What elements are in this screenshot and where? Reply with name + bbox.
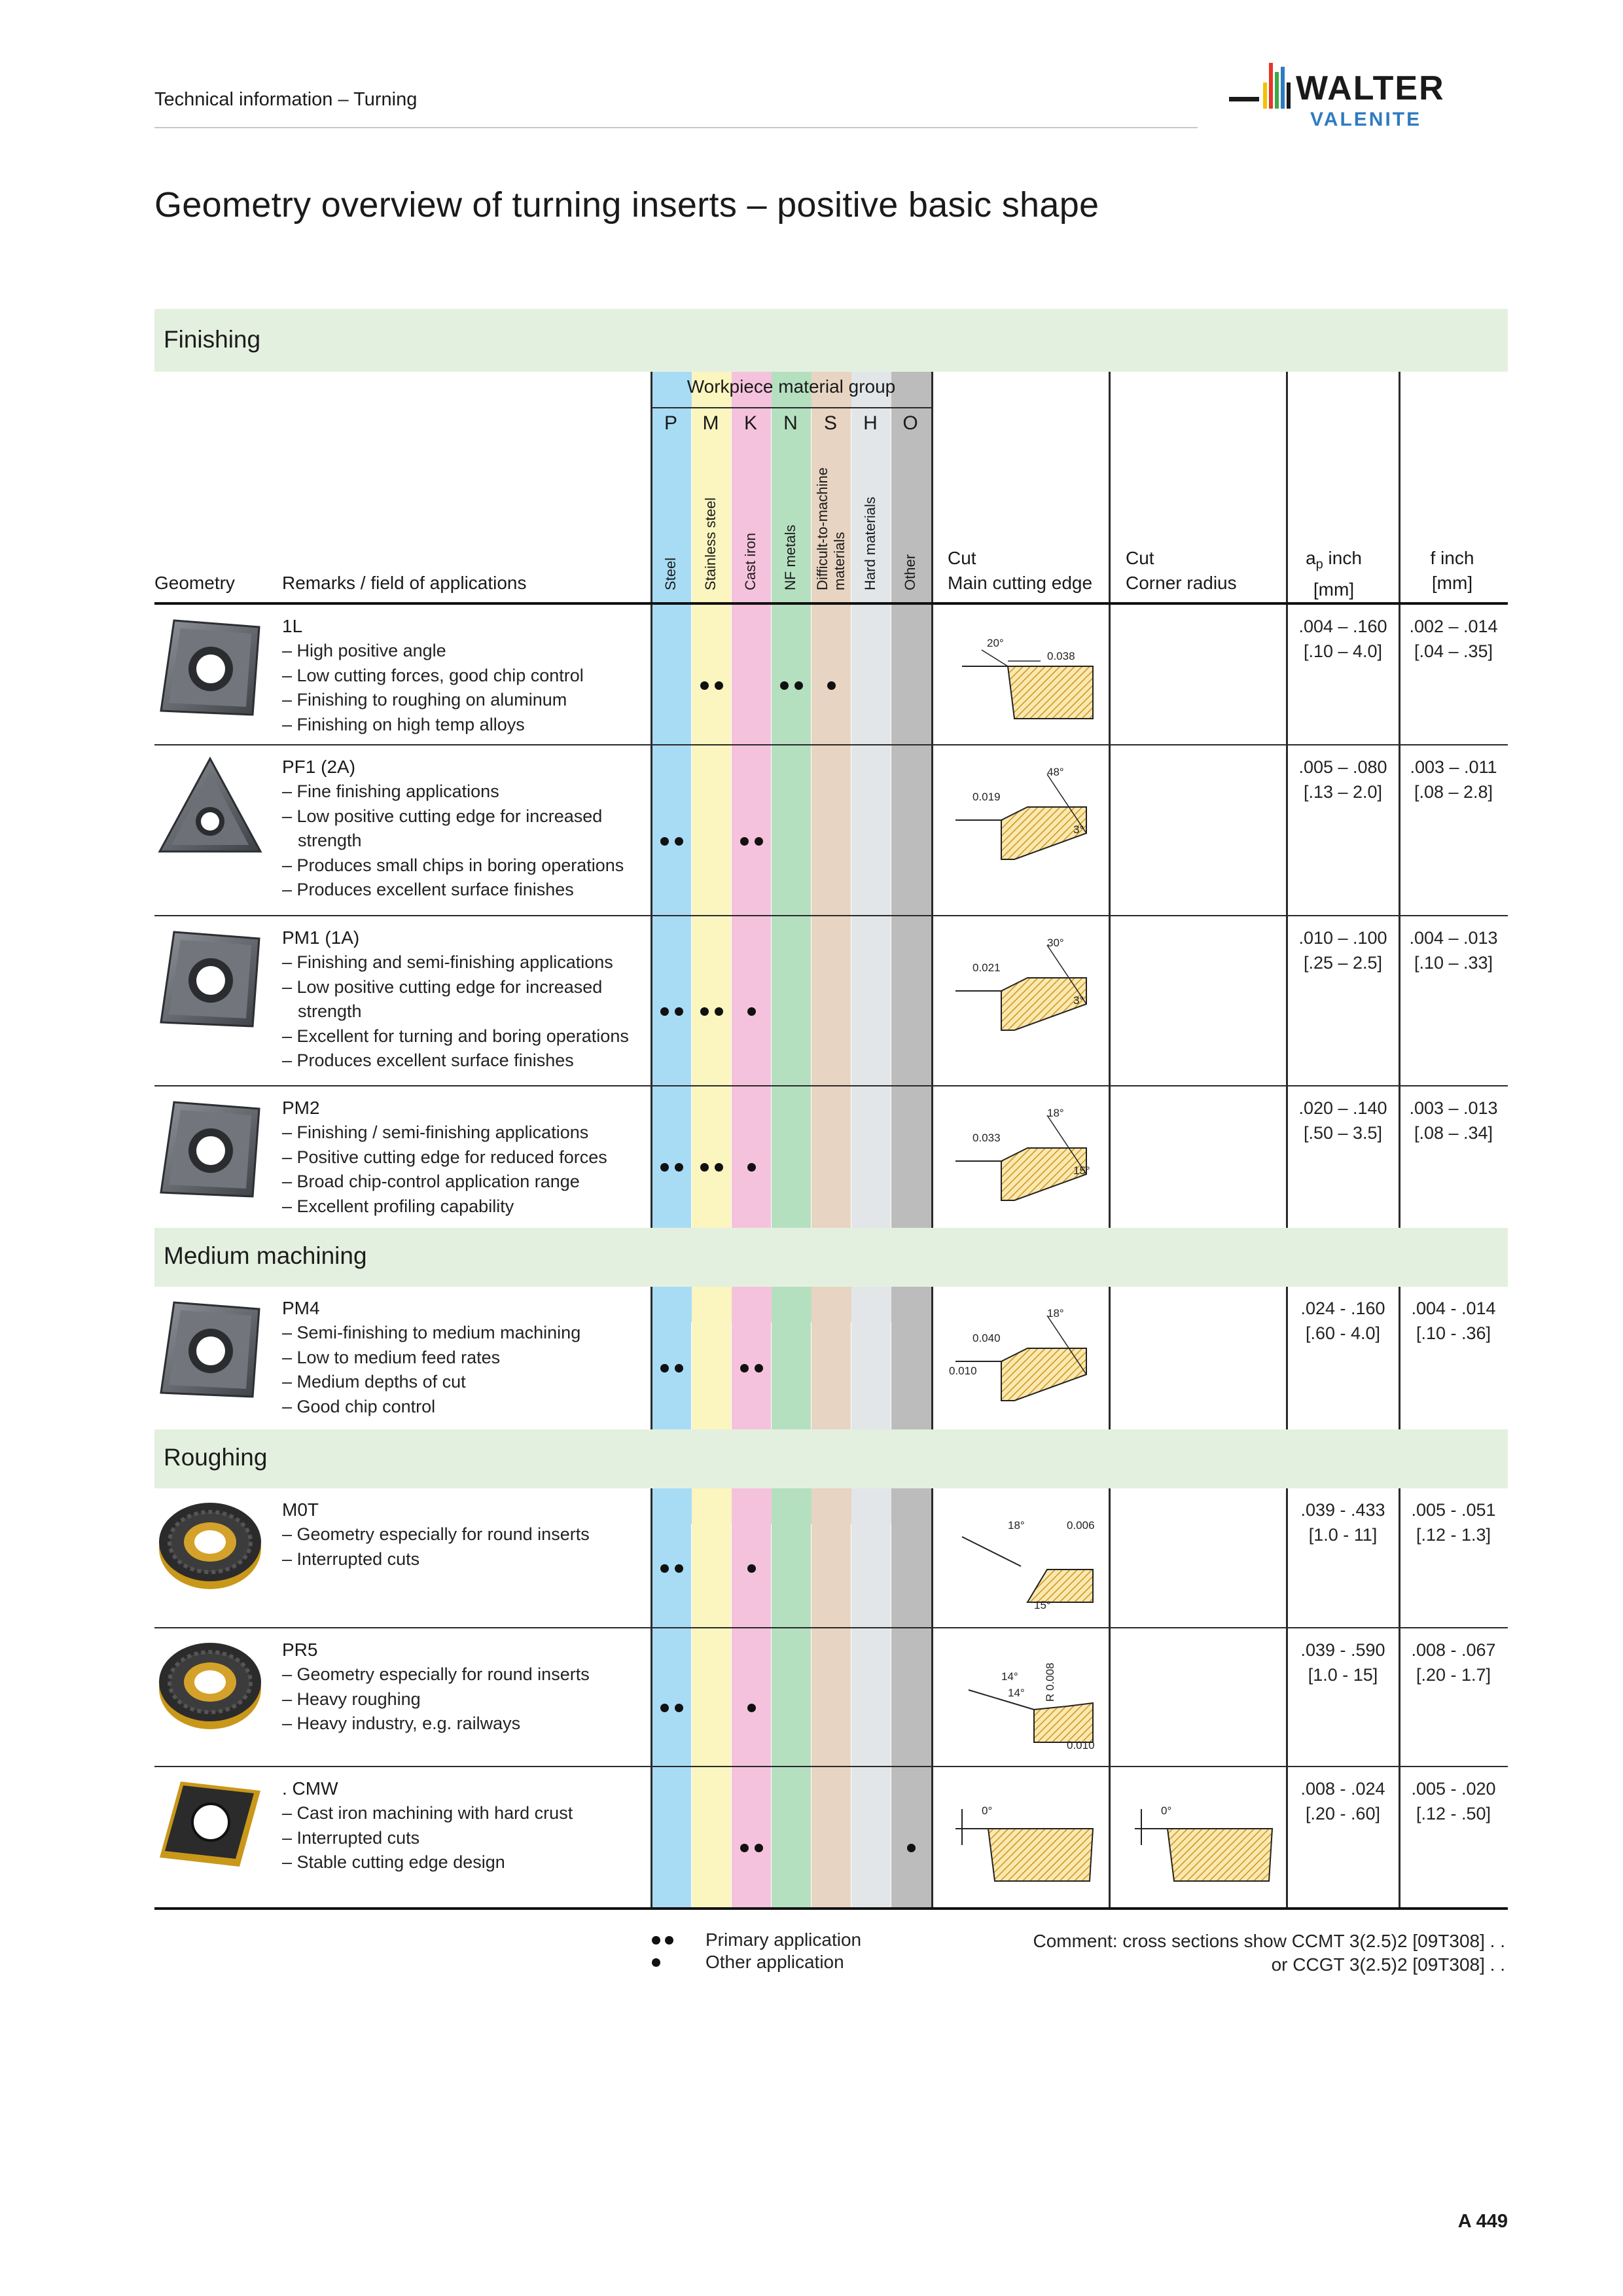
svg-text:0°: 0° [982, 1804, 993, 1817]
svg-text:0.021: 0.021 [972, 961, 1001, 974]
f-range: .002 – .014 [.04 – .35] [1409, 617, 1498, 661]
row-divider [154, 915, 1508, 916]
cut-main-header: Cut Main cutting edge [948, 548, 1093, 593]
remark-line: – Positive cutting edge for reduced forces [282, 1147, 607, 1167]
material-name-other: Other [902, 554, 918, 590]
workpiece-group-header: Workpiece material group [687, 376, 896, 397]
svg-text:0.033: 0.033 [972, 1132, 1001, 1144]
f-range: .005 - .020 [.12 - .50] [1411, 1779, 1496, 1823]
material-column-n [772, 1287, 812, 1429]
material-name-steel: Steel [662, 557, 679, 590]
geometry-name: 1L [282, 616, 303, 636]
geometry-name: PR5 [282, 1640, 318, 1660]
material-column-m [692, 1488, 732, 1907]
geometry-name: M0T [282, 1499, 319, 1520]
section-band-roughing [154, 1429, 1508, 1488]
square-insert-icon [154, 1295, 266, 1409]
remarks-list [282, 1121, 607, 1219]
remarks-list [282, 1522, 590, 1571]
svg-text:0.010: 0.010 [949, 1365, 977, 1377]
row-divider [154, 1085, 1508, 1086]
ap-range: .039 - .590 [1.0 - 15] [1300, 1640, 1385, 1685]
material-column-h [851, 1287, 891, 1429]
svg-text:0.038: 0.038 [1047, 650, 1075, 662]
svg-text:15°: 15° [1034, 1599, 1051, 1611]
material-column-n [772, 372, 812, 1228]
primary-application-dot [700, 1163, 709, 1172]
primary-application-dot [794, 681, 803, 690]
material-column-o [891, 372, 931, 1228]
primary-application-dot [715, 1163, 723, 1172]
section-label: Finishing [164, 326, 261, 353]
other-application-dot [747, 1163, 756, 1172]
remark-line: – Low to medium feed rates [282, 1347, 501, 1367]
ap-range: .005 – .080 [.13 – 2.0] [1298, 757, 1387, 802]
logo-valenite-text: VALENITE [1310, 109, 1422, 130]
f-range: .008 - .067 [.20 - 1.7] [1411, 1640, 1496, 1685]
material-column-p [652, 1488, 692, 1907]
main-cutting-edge-section [942, 620, 1099, 735]
header-bottom-rule [154, 602, 1508, 605]
page-title: Geometry overview of turning inserts – positive basic shape [154, 185, 1099, 224]
remark-line: – Excellent profiling capability [282, 1196, 514, 1216]
column-divider [1109, 1287, 1111, 1429]
material-column-p [652, 372, 692, 1228]
row-divider [154, 744, 1508, 745]
column-divider [651, 372, 652, 1228]
section-title: Technical information – Turning [154, 89, 418, 110]
primary-application-dot [740, 1844, 749, 1852]
column-divider [931, 1488, 933, 1907]
svg-text:0.019: 0.019 [972, 791, 1001, 803]
primary-application-dot [755, 1844, 763, 1852]
ap-range: .039 - .433 [1.0 - 11] [1300, 1500, 1385, 1545]
remark-line: – Fine finishing applications [282, 781, 499, 801]
main-cutting-edge-section [942, 932, 1099, 1047]
f-range: .004 - .014 [.10 - .36] [1411, 1299, 1496, 1343]
f-range: .003 – .011 [.08 – 2.8] [1410, 757, 1497, 802]
svg-text:18°: 18° [1047, 1107, 1064, 1119]
remark-line: – Produces excellent surface finishes [282, 880, 574, 899]
material-name-difficult-1: Difficult-to-machine [814, 467, 830, 590]
column-divider [1399, 1488, 1400, 1907]
svg-text:20°: 20° [987, 637, 1004, 649]
material-letter-s: S [823, 412, 837, 434]
column-divider [1109, 372, 1111, 1228]
material-column-n [772, 1488, 812, 1907]
other-application-dot [827, 681, 836, 690]
remark-line: – Heavy roughing [282, 1689, 421, 1709]
legend-dot [652, 1936, 660, 1945]
remark-line: – Finishing / semi-finishing applications [282, 1122, 589, 1142]
primary-application-dot [660, 837, 669, 846]
ap-range: .008 - .024 [.20 - .60] [1300, 1779, 1385, 1823]
material-column-m [692, 1287, 732, 1429]
svg-text:0°: 0° [1161, 1804, 1172, 1817]
legend-primary: Primary application [705, 1929, 862, 1950]
svg-text:30°: 30° [1047, 937, 1064, 949]
section-band-finishing [154, 309, 1508, 372]
table-bottom-rule [154, 1907, 1508, 1910]
ap-range: .020 – .140 [.50 – 3.5] [1298, 1098, 1387, 1143]
other-application-dot [747, 1007, 756, 1016]
other-application-dot [747, 1704, 756, 1712]
primary-application-dot [715, 1007, 723, 1016]
legend-dot [665, 1936, 673, 1945]
remark-line: – Produces excellent surface finishes [282, 1050, 574, 1070]
ap-header: $a_p$ inch [mm] [1306, 548, 1362, 600]
svg-text:14°: 14° [1001, 1670, 1018, 1683]
remark-line: – Finishing to roughing on aluminum [282, 690, 567, 709]
material-column-k [732, 1488, 772, 1907]
primary-application-dot [660, 1704, 669, 1712]
remarks-list [282, 950, 629, 1073]
material-name-stainless: Stainless steel [702, 497, 719, 590]
material-column-s [812, 1287, 851, 1429]
corner-radius-section [1122, 1783, 1279, 1897]
svg-text:0.010: 0.010 [1067, 1739, 1095, 1751]
f-range: .005 - .051 [.12 - 1.3] [1411, 1500, 1496, 1545]
svg-text:0.040: 0.040 [972, 1332, 1001, 1344]
material-letter-p: P [664, 412, 677, 434]
primary-application-dot [700, 1007, 709, 1016]
primary-application-dot [740, 837, 749, 846]
material-letter-n: N [783, 412, 798, 434]
section-band-medium [154, 1228, 1508, 1287]
f-range: .003 – .013 [.08 – .34] [1409, 1098, 1498, 1143]
square-insert-icon [154, 924, 266, 1039]
remarks-list [282, 1801, 573, 1875]
remark-line: – Low cutting forces, good chip control [282, 665, 584, 685]
material-divider [731, 1322, 732, 1429]
triangle-insert-icon [154, 753, 266, 868]
cut-corner-header: Cut Corner radius [1126, 548, 1237, 593]
remark-line: – Geometry especially for round inserts [282, 1524, 590, 1544]
primary-application-dot [675, 1163, 683, 1172]
primary-application-dot [675, 1564, 683, 1573]
material-divider [691, 1322, 692, 1429]
section-label: Medium machining [164, 1242, 367, 1269]
svg-text:0.006: 0.006 [1067, 1519, 1095, 1532]
svg-text:3°: 3° [1073, 823, 1084, 836]
svg-text:18°: 18° [1047, 1307, 1064, 1319]
remark-line: – Low positive cutting edge for increased [282, 977, 603, 997]
round-insert-icon [154, 1496, 266, 1598]
material-divider [771, 1524, 772, 1907]
material-divider [691, 407, 692, 1228]
remark-line: – Excellent for turning and boring operations [282, 1026, 629, 1046]
comment: Comment: cross sections show CCMT 3(2.5)2 [09T308] . . or CCGT 3(2.5)2 [09T308] . . [1033, 1931, 1505, 1975]
brand-logo [1229, 60, 1504, 132]
primary-application-dot [755, 837, 763, 846]
material-column-k [732, 372, 772, 1228]
geometry-name: . CMW [282, 1778, 338, 1799]
material-column-s [812, 1488, 851, 1907]
column-divider [931, 372, 933, 1228]
remark-line: – Finishing and semi-finishing applications [282, 952, 613, 972]
remark-line: – Medium depths of cut [282, 1372, 466, 1391]
material-divider [691, 1524, 692, 1907]
square-insert-gold-icon [154, 1775, 266, 1876]
material-divider [811, 1524, 812, 1907]
main-cutting-edge-section [942, 761, 1099, 876]
f-range: .004 – .013 [.10 – .33] [1409, 928, 1498, 973]
legend-other: Other application [705, 1952, 844, 1972]
row-divider [154, 1766, 1508, 1767]
remarks-list [282, 639, 584, 737]
header-rule [652, 407, 932, 408]
primary-application-dot [675, 1364, 683, 1372]
main-cutting-edge-section [942, 1504, 1099, 1619]
legend-dot [652, 1958, 660, 1967]
primary-application-dot [755, 1364, 763, 1372]
square-insert-icon [154, 1094, 266, 1209]
header-divider [154, 127, 1198, 128]
material-name-cast-iron: Cast iron [742, 532, 758, 590]
primary-application-dot [675, 837, 683, 846]
round-insert-icon [154, 1636, 266, 1738]
material-divider [811, 407, 812, 1228]
logo-walter-text: WALTER [1296, 69, 1445, 107]
remark-line: – Good chip control [282, 1396, 436, 1416]
main-cutting-edge-section [942, 1102, 1099, 1217]
remark-line: – Low positive cutting edge for increased [282, 806, 603, 826]
section-label: Roughing [164, 1444, 268, 1471]
remark-line: – Interrupted cuts [282, 1827, 420, 1848]
remark-line: strength [298, 1001, 362, 1021]
primary-application-dot [660, 1564, 669, 1573]
material-column-h [851, 1488, 891, 1907]
primary-application-dot [700, 681, 709, 690]
material-name-nf-metals: NF metals [782, 524, 798, 590]
geometry-name: PM4 [282, 1298, 320, 1318]
column-divider [651, 1287, 652, 1429]
remarks-list [282, 1662, 590, 1736]
material-divider [731, 407, 732, 1228]
material-name-difficult-2: materials [831, 531, 847, 590]
svg-text:14°: 14° [1008, 1687, 1025, 1699]
page-number: A 449 [1457, 2211, 1508, 2232]
col-remarks-header: Remarks / field of applications [282, 573, 527, 593]
primary-application-dot [675, 1007, 683, 1016]
geometry-name: PM2 [282, 1098, 320, 1118]
svg-text:3°: 3° [1073, 994, 1084, 1007]
material-column-o [891, 1287, 931, 1429]
square-insert-icon [154, 613, 266, 727]
material-divider [771, 1322, 772, 1429]
svg-text:48°: 48° [1047, 766, 1064, 778]
svg-text:R 0.008: R 0.008 [1044, 1662, 1056, 1702]
remark-line: – Produces small chips in boring operations [282, 855, 624, 875]
material-letter-m: M [702, 412, 719, 434]
remark-line: – Cast iron machining with hard crust [282, 1803, 573, 1823]
other-application-dot [747, 1564, 756, 1573]
primary-application-dot [780, 681, 789, 690]
material-letter-h: H [863, 412, 878, 434]
material-letter-k: K [743, 412, 757, 434]
material-column-k [732, 1287, 772, 1429]
remark-line: – Broad chip-control application range [282, 1172, 580, 1191]
remark-line: – Finishing on high temp alloys [282, 714, 525, 734]
walter-logo-icon [1229, 60, 1504, 132]
row-divider [154, 1627, 1508, 1628]
material-name-hard: Hard materials [862, 496, 878, 590]
svg-text:15°: 15° [1073, 1164, 1090, 1177]
geometry-name: PM1 (1A) [282, 927, 360, 948]
primary-application-dot [660, 1364, 669, 1372]
column-divider [651, 1488, 652, 1907]
remark-line: – Geometry especially for round inserts [282, 1664, 590, 1684]
remarks-list [282, 780, 624, 903]
material-divider [731, 1524, 732, 1907]
main-cutting-edge-section [942, 1302, 1099, 1417]
main-cutting-edge-section [942, 1783, 1099, 1897]
svg-text:18°: 18° [1008, 1519, 1025, 1532]
primary-application-dot [660, 1163, 669, 1172]
ap-range: .024 - .160 [.60 - 4.0] [1300, 1299, 1385, 1343]
remark-line: strength [298, 831, 362, 850]
remark-line: – Interrupted cuts [282, 1549, 420, 1569]
remark-line: – Stable cutting edge design [282, 1852, 505, 1872]
remark-line: – Semi-finishing to medium machining [282, 1323, 581, 1342]
primary-application-dot [675, 1704, 683, 1712]
main-cutting-edge-section [942, 1644, 1099, 1759]
remark-line: – High positive angle [282, 641, 446, 660]
col-geometry-header: Geometry [154, 573, 235, 593]
primary-application-dot [660, 1007, 669, 1016]
f-header: f inch [mm] [1430, 548, 1474, 593]
column-divider [1109, 1488, 1111, 1907]
geometry-name: PF1 (2A) [282, 757, 356, 777]
material-column-p [652, 1287, 692, 1429]
column-divider [1286, 1488, 1288, 1907]
ap-range: .010 – .100 [.25 – 2.5] [1298, 928, 1387, 973]
material-divider [771, 407, 772, 1228]
ap-range: .004 – .160 [.10 – 4.0] [1298, 617, 1387, 661]
material-letter-o: O [902, 412, 918, 434]
remarks-list [282, 1321, 580, 1419]
remark-line: – Heavy industry, e.g. railways [282, 1713, 521, 1733]
material-divider [811, 1322, 812, 1429]
column-divider [931, 1287, 933, 1429]
primary-application-dot [740, 1364, 749, 1372]
other-application-dot [907, 1844, 916, 1852]
primary-application-dot [715, 681, 723, 690]
